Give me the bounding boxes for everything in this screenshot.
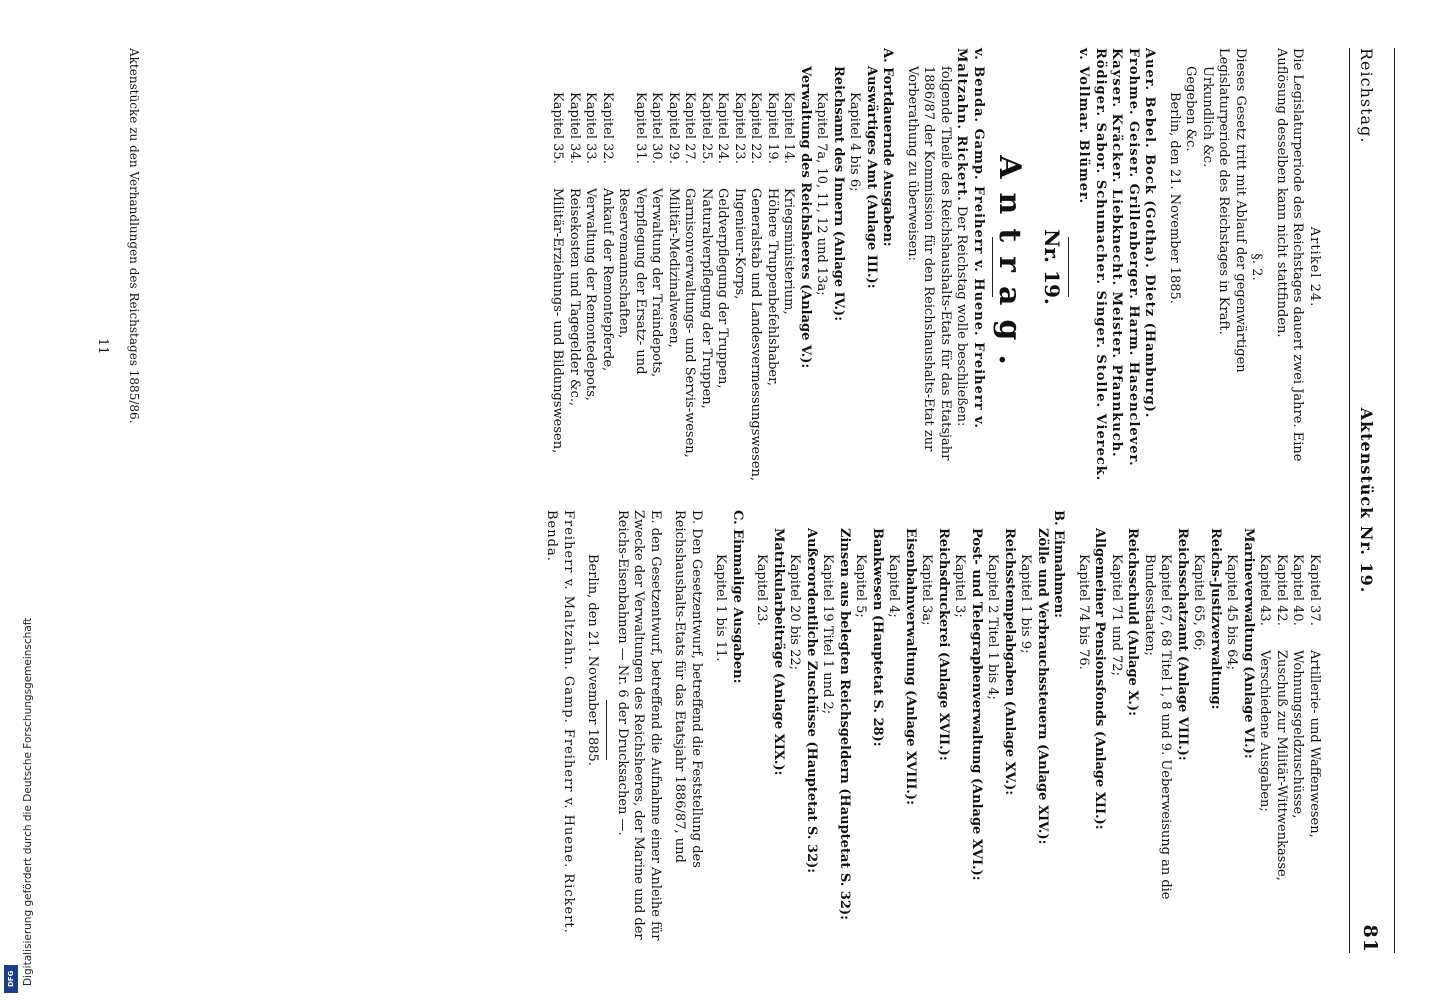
kapitel-row bbox=[731, 92, 748, 486]
kapitel-number: Kapitel 37. bbox=[1307, 554, 1322, 626]
page-header bbox=[1349, 48, 1384, 953]
article-text: Die Legislaturperiode des Reichstages dauert zwei Jahre. Eine Auflösung desselben kann nicht stattfinden. bbox=[1274, 48, 1306, 462]
rotated-page bbox=[50, 18, 1400, 973]
ap-text: Kapitel 74 bis 76. bbox=[1076, 554, 1091, 670]
kapitel-row bbox=[764, 92, 781, 486]
rs-title: Reichsschatzamt (Anlage VIII.): bbox=[1175, 528, 1190, 761]
b-item-title: Zinsen aus belegten Reichsgeldern (Hauptetat S. 32): bbox=[837, 528, 852, 920]
left-column bbox=[549, 48, 1322, 486]
kapitel-number: Kapitel 14. bbox=[781, 92, 797, 164]
kapitel-title: Verpflegung der Ersatz- und Reservemannschaften, bbox=[616, 188, 648, 375]
kapitel-title: Generalstab und Landesvermessungswesen, bbox=[748, 188, 764, 482]
kapitel-number: Kapitel 43. bbox=[1257, 554, 1273, 626]
movers: v. Benda. Gamp. Freiherr v. Huene. Freiherr v. Maltzahn. Rickert. bbox=[954, 48, 986, 429]
kapitel-number: Kapitel 23. bbox=[732, 92, 747, 164]
rsch-title: Reichsschuld (Anlage X.): bbox=[1125, 528, 1141, 716]
section-text: Dieses Gesetz tritt mit Ablauf der gegenwärtigen Legislaturperiode des Reichstages in Kraft. bbox=[1216, 48, 1248, 373]
divider bbox=[1068, 237, 1069, 297]
article-heading: Artikel 24. bbox=[1307, 226, 1322, 308]
kapitel-title: Naturalverpflegung der Truppen, bbox=[699, 188, 714, 409]
b-item-title: Reichsstempelabgaben (Anlage XV.): bbox=[1002, 528, 1017, 796]
kapitel-title: Höhere Truppenbefehlshaber, bbox=[765, 188, 780, 387]
right-column bbox=[543, 510, 1322, 950]
side-strip bbox=[0, 0, 34, 1000]
b-item-text: Kapitel 3a; bbox=[919, 554, 935, 626]
kapitel-number: Kapitel 27. bbox=[682, 92, 698, 164]
vh-title: Verwaltung des Reichsheeres (Anlage V.): bbox=[798, 66, 813, 369]
kapitel-row bbox=[566, 92, 583, 486]
kapitel-number: Kapitel 19. bbox=[765, 92, 780, 164]
kapitel-title: Verwaltung der Traindepots, bbox=[649, 188, 665, 378]
kapitel-title: Wohnungsgeldzuschüsse, bbox=[1290, 650, 1306, 819]
kapitel-row bbox=[665, 92, 682, 486]
kapitel-number: Kapitel 30. bbox=[649, 92, 665, 164]
kapitel-title: Militär-Erziehungs- und Bildungswesen, bbox=[550, 188, 566, 454]
c-text: Kapitel 1 bis 11. bbox=[713, 554, 729, 662]
kapitel-number: Kapitel 31. bbox=[633, 92, 648, 164]
kapitel-number: Kapitel 34. bbox=[567, 92, 582, 164]
b-item-text: Kapitel 1 bis 9; bbox=[1018, 554, 1034, 654]
kapitel-row bbox=[648, 92, 665, 486]
document-number: Nr. 19. bbox=[1040, 229, 1064, 305]
kapitel-row bbox=[549, 92, 566, 486]
motion-intro bbox=[953, 48, 986, 486]
kapitel-row bbox=[615, 92, 648, 486]
urkundlich: Urkundlich &c. bbox=[1200, 66, 1215, 168]
rj-title: Reichs-Justizverwaltung: bbox=[1208, 528, 1223, 710]
document-title: Antrag. bbox=[992, 155, 1028, 379]
kapitel-row bbox=[1306, 554, 1323, 950]
kapitel-row bbox=[780, 92, 797, 486]
kapitel-title: Garnisonverwaltungs- und Servis-wesen, bbox=[682, 188, 698, 458]
section-b: B. Einnahmen: bbox=[1051, 510, 1067, 618]
b-item-text: Kapitel 23. bbox=[754, 554, 770, 626]
signers: Auer. Bebel. Bock (Gotha). Dietz (Hamburg). Frohme. Geiser. Grillenberger. Harm. Hasenclever. Kayser. Kräcker. Liebknecht. Meister. Pfannkuch. Rödiger. Sabor. Schumacher. Singer. Stolle. Viereck. v. Vollmar. Blümer. bbox=[1076, 48, 1158, 482]
b-item-title: Bankwesen (Hauptetat S. 28): bbox=[870, 528, 885, 747]
header-left: Reichstag. bbox=[1357, 48, 1376, 144]
divider bbox=[607, 700, 608, 760]
section-c: C. Einmalige Ausgaben: bbox=[730, 510, 745, 684]
b-item-text: Kapitel 5; bbox=[853, 554, 869, 618]
kapitel-row bbox=[582, 92, 599, 486]
page-footer-text: Aktenstücke zu den Verhandlungen des Reichstages 1885/86. bbox=[127, 48, 141, 424]
kapitel-row bbox=[747, 92, 764, 486]
mv-title: Marineverwaltung (Anlage VI.): bbox=[1241, 528, 1256, 759]
section-heading: §. 2. bbox=[1249, 253, 1265, 281]
motion: Der Reichstag wolle beschließen: bbox=[954, 205, 970, 427]
b-item-title: Zölle und Verbrauchssteuern (Anlage XIV.): bbox=[1035, 528, 1050, 845]
right-signers: Freiherr v. Maltzahn. Gamp. Freiherr v. Huene. Rickert. Benda. bbox=[544, 510, 576, 934]
b-item-title: Post- und Telegraphenverwaltung (Anlage XVI.): bbox=[969, 528, 984, 881]
section-d: D. Den Gesetzentwurf, betreffend die Feststellung des Reichshaushalts-Etats für das Etatsjahr 1886/87, und bbox=[672, 510, 704, 868]
page-footer-number: 11 bbox=[95, 338, 110, 355]
b-item-text: Kapitel 2 Titel 1 bis 4; bbox=[985, 554, 1001, 700]
gegeben: Gegeben &c. bbox=[1183, 66, 1199, 152]
right-date-line: Berlin, den 21. November 1885. bbox=[585, 554, 601, 766]
kapitel-number: Kapitel 35. bbox=[550, 92, 566, 164]
date-line: Berlin, den 21. November 1885. bbox=[1167, 92, 1182, 304]
kapitel-number: Kapitel 40. bbox=[1290, 554, 1306, 626]
rj-text: Kapitel 65, 66; bbox=[1191, 554, 1207, 651]
aa-title: Auswärtiges Amt (Anlage III.): bbox=[864, 66, 879, 289]
mv-text: Kapitel 45 bis 64; bbox=[1224, 554, 1240, 671]
aa-text: Kapitel 4 bis 6; bbox=[847, 92, 863, 192]
digitization-credit: Digitalisierung gefördert durch die Deutsche Forschungsgemeinschaft bbox=[22, 617, 34, 986]
kapitel-title: Ankauf der Remontepferde, bbox=[600, 188, 615, 372]
kapitel-row bbox=[1256, 554, 1273, 950]
kapitel-row bbox=[599, 92, 616, 486]
ri-title: Reichsamt des Innern (Anlage IV.): bbox=[831, 66, 846, 322]
b-item-title: Außerordentliche Zuschüsse (Hauptetat S. 32): bbox=[804, 528, 819, 874]
b-item-title: Reichsdruckerei (Anlage XVII.): bbox=[936, 528, 951, 761]
rs-text: Kapitel 67, 68 Titel 1, 8 und 9. Ueberweisung an die Bundesstaaten; bbox=[1142, 554, 1174, 900]
kapitel-list bbox=[549, 48, 797, 486]
ap-title: Allgemeiner Pensionsfonds (Anlage XII.): bbox=[1092, 528, 1108, 830]
ri-text: Kapitel 7a, 10, 11, 12 und 13a; bbox=[814, 92, 830, 296]
rsch-text: Kapitel 71 und 72; bbox=[1109, 554, 1124, 676]
b-item-title: Matrikularbeiträge (Anlage XIX.): bbox=[771, 528, 786, 776]
b-item-text: Kapitel 19 Titel 1 und 2; bbox=[820, 554, 836, 715]
b-item-title: Eisenbahnverwaltung (Anlage XVIII.): bbox=[903, 528, 918, 805]
kapitel-number: Kapitel 24. bbox=[715, 92, 731, 164]
kapitel-title: Kriegsministerium, bbox=[781, 188, 797, 315]
kapitel-row bbox=[1289, 554, 1306, 950]
top-rule bbox=[1394, 48, 1395, 953]
kapitel-title: Verschiedene Ausgaben; bbox=[1257, 650, 1273, 812]
kapitel-row bbox=[1273, 554, 1290, 950]
kapitel-title: Reisekosten und Tagegelder &c., bbox=[567, 188, 582, 407]
scanned-sheet bbox=[50, 18, 1400, 973]
kapitel-title: Militär-Medizinalwesen, bbox=[666, 188, 681, 348]
kapitel-title: Artillerie- und Waffenwesen, bbox=[1307, 650, 1322, 838]
kapitel-number: Kapitel 33. bbox=[583, 92, 599, 164]
kapitel-title: Ingenieur-Korps, bbox=[732, 188, 747, 300]
kapitel-number: Kapitel 22. bbox=[748, 92, 764, 164]
page-number: 81 bbox=[1359, 924, 1381, 953]
kapitel-row bbox=[714, 92, 731, 486]
kapitel-row bbox=[698, 92, 715, 486]
kapitel-number: Kapitel 29. bbox=[666, 92, 681, 164]
kapitel-row bbox=[681, 92, 698, 486]
b-item-text: Kapitel 3; bbox=[952, 554, 968, 618]
kapitel-number: Kapitel 32. bbox=[600, 92, 615, 164]
kapitel-title: Geldverpflegung der Truppen, bbox=[715, 188, 731, 389]
b-item-text: Kapitel 4; bbox=[886, 554, 902, 618]
b-items bbox=[753, 510, 1050, 950]
motion-text: folgende Theile des Reichshaushalts-Etats für das Etatsjahr 1886/87 der Kommission für den Reichshaushalts-Etat zur Vorberathung zu überweisen: bbox=[905, 66, 953, 461]
kapitel-number: Kapitel 25. bbox=[699, 92, 714, 164]
kapitel-title: Zuschuß zur Militär-Wittwenkasse, bbox=[1274, 650, 1289, 881]
section-a: A. Fortdauernde Ausgaben: bbox=[880, 48, 896, 247]
kapitel-list-continued bbox=[1256, 510, 1322, 950]
dfg-logo: DFG bbox=[4, 965, 18, 993]
section-e: E. den Gesetzentwurf, betreffend die Aufnahme einer Anleihe für Zwecke der Verwaltungen des Reichsheeres, der Marine und der Reichs-Eisenbahnen — Nr. 6 der Drucksachen —. bbox=[615, 510, 663, 941]
kapitel-number: Kapitel 42. bbox=[1274, 554, 1289, 626]
header-center: Aktenstück Nr. 19. bbox=[1357, 407, 1376, 594]
b-item-text: Kapitel 20 bis 22; bbox=[787, 554, 803, 671]
kapitel-title: Verwaltung der Remontedepots, bbox=[583, 188, 599, 402]
